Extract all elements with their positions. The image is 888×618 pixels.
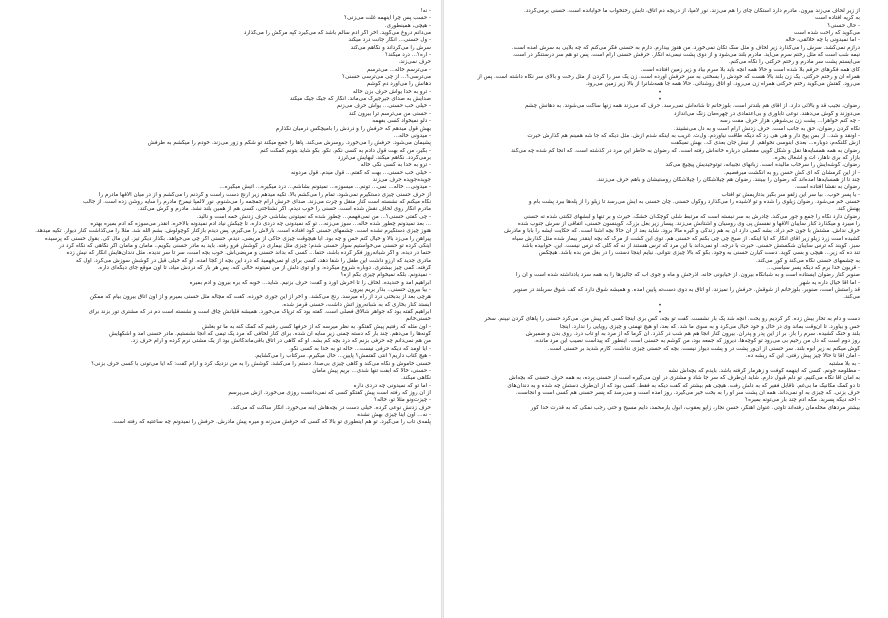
text-line: نیمه شب است که مثل رختم سرم می‌آید. مادرم بلند می‌شود و از دوی پشت نیمی‌نه انگار. حرفش حسنی آرام است. پس تو هم سر درستنگر در است. <box>512 52 860 59</box>
text-line: ابراهیم گفته بود که جواهر شالاق فصلی است. گفته بود که ترپاک می‌خورد. همیشه قلیانش چاق است و نشسته است دم در که مشتری تور بزند برای <box>88 309 431 316</box>
text-line: مادری جدید که آرزو داشت این طفل را شفا دهد، کسی برای او نمی‌فهمید که درد این بچه از کجا آمده. او که خیلی قبل در گوشش سوزش می‌کرد. اول که <box>75 257 431 264</box>
text-line: از زیر لحاف می‌زند بیرون. مادرم دارد استکان چای را هم می‌زند. نور لامپا، از دریچه دم اتاق، تابش رختخواب ما خوابانده است. حسنی برمی‌گردد. <box>524 8 860 14</box>
text-line: می‌ترسی؟... از چی می‌ترسی حسنی؟ <box>342 74 431 81</box>
text-line: - اون مثله که رفتیم پیش گفتگو. به نظر میرسه که از حرفها کسی رفتیم که کمک کنه به ما تو بغلش <box>201 323 431 330</box>
text-line: - نمیدونم. بلکه نمیخوام چیزی بگم آره؟ <box>340 272 431 279</box>
text-line: - اما تو که نمیدونی چه دردی داره <box>353 382 431 389</box>
text-line: پشیمان می‌شود. حرفش را می‌خورد. روسرش می‌کند. پاها را جمع میکند تو شکم و زور می‌زند. خودم را میکشم به طرفش <box>147 140 431 147</box>
text-line: - ترو به خدا یواش حرف بزن خاله <box>352 88 431 95</box>
left-page <box>0 0 441 618</box>
text-line: تا دو کمک مکانیک ما بی‌غم. ناقابل فقیر که به دلش رفت. هیچی هم بیشتر که گفت دیکه به فقط. کسی بود که از آن‌طرف دستش چه شده و به دندان‌های <box>507 382 860 389</box>
text-line: - حسنی، خالا که ابفت تنها شدی... بریم پیش مامان <box>312 367 431 374</box>
text-line: جویده‌جویده حرف می‌زند <box>372 176 431 183</box>
text-line: - نه! <box>420 8 431 14</box>
text-line: به کریه افتاده است <box>815 15 860 22</box>
text-line: - حال حسنی؟ <box>827 22 860 29</box>
text-line: ایستد کنار بخاری که به شبانه‌روز آتش داشت، حسنی قرمز شده. <box>281 301 431 308</box>
text-line: می‌کند. <box>843 294 860 301</box>
text-line: از آن روز که رفته است پیش گفتگو کسی که نمی‌دانست روزی می‌خورد. ازش می‌پرسم <box>228 389 431 396</box>
text-line: - امان آقا تا حالا چیز پیش رفتی. این که ریشه ده. <box>745 353 860 360</box>
text-line: هرچی بعد از بدبختی درد از راه میرسد. رنج می‌کشد. و آخر از این جوری خورده. گفت که مچاله مثل حسنی بمیرم و از اون اتاق بیرون بیام که ممکن <box>89 294 431 301</box>
text-line: - میدونی خاله... <box>393 132 431 139</box>
text-line: درازم نمی‌کشد. سرش را می‌گذارد زیر لحاف و مثل سگ تکان نمی‌خورد. من هنوز بیدارم. دارم به حسنی فکر می‌کنم که چه بلایی به سرش آمده است. <box>511 44 860 51</box>
text-line: به چشمهای حسنی نگاه می‌کند و کور می‌کند. <box>755 257 860 264</box>
text-line: رضوان، گوشه‌ایش را سرخاب مالیده است. زبانهای نجیبانه، توتوحیدیش پیچیچ می‌کند <box>665 162 860 169</box>
text-line: از حرف حسنی چیزی دستگیرم نمی‌شود. تمام را می‌کشم بالا. تکیه میدهم زیر آرنج دست راست و گردنم را می‌کشم و از در میان آلاقها مادرم را <box>98 191 431 198</box>
text-line: - خیلی خب حسنی... بهت که گفتم... قول میدم. قول مردونه <box>290 169 431 176</box>
text-line: بازار که بری ناهار، آت و آشغال بخره. <box>773 154 860 161</box>
text-line: حسنی خم می‌شود. رضوان زیلوی‌ را شده و تو لاشیده را می‌گذارد روکول حسنی. چان حسنی به ایش می‌رسد تا زیلو را از پله‌ها ببرد پشت بام و <box>528 198 860 205</box>
text-line: - قربون خدا برم که دیگه پسر سیاسی... <box>766 265 860 272</box>
text-line: - از این کرمشان که ای کش حسن رو به انگشت میرفصیم. <box>724 169 860 176</box>
text-line: حسنی‌خانم <box>405 316 431 323</box>
text-line: می‌رود. گفتش می‌گوید رختم حرکتی همراه زن می‌رود. او اتاق روشنائی. حالا همه جا همه‌شانرا از بالا زیر زمین می‌رود. <box>585 81 860 88</box>
text-line: - بیا بیرون حسنی.. بذار بریم بیرون <box>350 287 431 294</box>
text-line: - آیا اومد که دیگه حرفی نیست... خاله تو به خدا به کسی نگو. <box>289 345 431 352</box>
text-line: همراه آن و رختم حرکتی. یک زن بلند بالا هست که خودش را بسختی به سر حرفش آورده است. زن یک سر را گردن از مثل رخت و بالای سر نگاه داشته است. پس از <box>477 74 860 81</box>
text-line: - نه... اون اینا چیزی بهش نشده <box>357 411 431 418</box>
text-line: رضوان، نجیب قد و بالائی دارد. از آقای هم بلندتر است. بلوزخانم تا شانه‌اش نمی‌رسد. حرف که می‌زند همه زنها ساکت می‌شوند. به دهانش چشم <box>524 103 860 110</box>
text-line: قد راستش است، صنوبر. بلوزخانم از شوقش. حرفش را نمیزند. او اتاق به دوی دست‌ته پایین آمده. و همیشه شوق دارد که کف شوق سربلند در صنوبر <box>513 287 860 294</box>
text-line: می‌گوید که راحت شده است <box>794 30 860 37</box>
text-line: - چیزت‌ونو مثلا تو، خاله؟ <box>374 397 431 404</box>
left-page-text-column <box>28 8 431 614</box>
text-line: - هیچ کتاب داریم؟ آنتی گفتمش؟ پایین... حال میگیرم. سرکتاب را می‌گشایم. <box>254 353 431 360</box>
right-page <box>444 0 888 618</box>
section-separator: • <box>658 309 662 317</box>
text-line: پلمه‌ی تاب را می‌گیرد. تو هم اینطوری تو بالا که کسی که حرفش می‌زنه و میره پیش مادرش. حرفش را نمیدونم چه ساعتیه که رفته است. <box>112 419 431 426</box>
text-line: صنوبر کنار رضوان ایستاده است و به شبانگاه بیرون. از خیابونی خانه. آذرخش و ماه و جوی آب که جالیزها را به همه سرد یادداشته شده است و آن را <box>516 272 860 279</box>
text-line: سبز. گویند که ترس سایبان شکستش حسنی. حیرت با درجه. او نمی‌داند با این مرد که ترس هستند از نه که گلی که ترس نیست. این. خوابیده باشد <box>521 243 860 249</box>
text-line: - حسنی من می‌ترسم ترا بیرون کند <box>348 110 431 117</box>
text-line: - چی گفتی حسنی؟... من نمی‌فهمم... چطور شده که نمیتونی بشاشی حرف زدنش خمه است و نالید. <box>196 213 431 220</box>
text-line: - مطلومه جونم. کسی که اینهمه کوفت و زهرمار گرفته باشد. بایدم که بچه‌اش نشه <box>668 367 860 374</box>
text-line: دهانش را می‌آورد دم گوشم <box>366 81 431 88</box>
text-line: مادرم انگار روی لحاف نقش شده است. حسنی را خوب دیدم. اگر نشناختی، کسی هم از همین بلند نشد. مادرم و کرش می‌کند. <box>137 206 431 213</box>
text-line: ... بعد نمیدونم چطور شده خاله... سوز می‌زنه... تو که نمیدونی چه دردی داره. تا چیکش نیاد آدم نمیدونه بالاخره. آنقدر می‌سوزه که آدم بمیره بهتره <box>90 220 431 227</box>
text-line: - اونقد و شد.. از بس پیج دار و هی هی زد که دیگه طاقت نیاوردم. ول‌ت. غریب به اینکه شدم ازش. مثل دیگه که جا شه همینم هم گذارش حیرت <box>527 132 860 139</box>
text-line: بیشتر مردهای محله‌مان رفته‌اند تاوتی. عنوان آهنگر، حسن نجار، زاپو یعقوب، ابول یارمحمد، دایم مسیح و حتی رجب نمکی که به قدرت خدا کور <box>530 404 860 411</box>
text-line: حرف نداش. مشتش با جون خم دراد. بشه کمی دارد آن به هم زندگی و گیره مالا برود. شاید بعد از آن حالا بچه آشنا است. که حکایت ایشه را بابا و مادرش <box>504 228 860 235</box>
text-line: - آره؟... درد میکند؟ <box>385 52 431 59</box>
text-line: گوش میکنم به زیر ابوه بلند. سر حسنی از آن‌ور پشت در و پشت دیوار نیست. بچه که حسنی چیزی نداشت. کارم شدید بر حسنی است. <box>547 345 860 352</box>
text-line: هنوز چیزی دستگیرم نشده است. چشمهای حسنی گود افتاده است. بارلاش را می‌گیرم. پس دیدم بازکتار کوچولوش. بشم الله شد. مثلا را می‌گذاشت کنار دیوار. تکیه میدهد. <box>35 228 431 235</box>
text-line: کشیده است زرد زیلو زیر آقای انگار که آیا اینکه. از صبح چی چی بکنم که حسنی هم. توی این کشت از مرگ که بچه اینقدر بیمار شده مثل گذارش سیاه <box>512 235 860 242</box>
text-line: به امان آقا نگاه می‌کنیم. تو دلم قبول دارم. شاید آن‌طرف که سر جا شاد و مشتری در اون می‌گیره است از حسنی پرده، به همه حرف حسنی که بچه‌اش <box>508 375 860 382</box>
text-line: کای همه فکرهای حرفم بلا شده است و حالا همه آنچه باید بلا سرم بیاد و زیر زمین افتاده است. <box>640 66 860 73</box>
text-line: - آخه دیگه پسربد. مگه آدم چند بار می‌تونه بمیره؟ <box>745 397 860 404</box>
text-line: ازش کلنکه‌م، دوباره... بعدی آبنوسی نخواهم. از نیش جان بعدی ک.. بهش نمیگفت <box>670 140 860 147</box>
text-line: تند ده که زیر... هیچی و بسی گوید. دست کیارن حسنی به وجود. بگو که بالا چیزی نتوانی. نیایم اینجا دستت را در بغل من بده باشد. هیچکس <box>538 250 860 257</box>
text-line: روز دوم است که دل من رحیم بی می‌رود تو کوچه‌ها. دیروز که جمعه بود، من گوشم به حسنی است. اینطور که پیداست نصیب این مرد مانده. <box>534 338 860 345</box>
text-line: - حسب پس چرا اینهمه غلت می‌زنی؟ <box>344 15 431 22</box>
text-line: - ترو به خدا به کسی نگی خاله <box>360 162 431 169</box>
text-line: - یا پسر خوب.. بیا سر این زلفو سر بگیر بدتازیمش تو آفتاب <box>721 191 860 198</box>
text-line: - اما نمیدونی با چه خلالقی، خاله <box>785 37 860 44</box>
text-line: - ول حسنی... انگار جانت درد میکند <box>348 37 431 44</box>
text-line: صدایش به صدای جیرجیرک می‌ماند. انگار که جیک جیک میکند <box>289 96 431 103</box>
text-line: حرف بزنی. که چیزی به او نمی‌داند. همه آن پشت سر او را به بخت خیر می‌گیرد. روز آمده است و می‌رسد که پسر حسنی هم کسی است و آنجاست. <box>515 389 860 396</box>
text-line: نگاه میکنم که نشسته است کنار منقل و چرت می‌زند. صدای خرنش آرام جمجمه را می‌شنوم. نور لالمپا نیمرخ مادرم را سایه روشن زده است. از جالب <box>82 198 431 205</box>
section-separator: • <box>658 301 662 309</box>
text-line: - اما آقا خیال داره یه شهر <box>799 279 860 286</box>
text-line: حسنی خاموش و نگاه می‌کند و گاهی چیزی بی‌صدا. دستم را می‌کشد. گوشش را به من نزدیک کرد و آرام گفت: که آیا می‌تونی با کسی حرف بزنی؟ <box>91 360 431 367</box>
text-line: - می‌ترسم خاله... می‌ترسم <box>367 66 431 73</box>
text-line: دست و دام به تحار بیش زده. کر کردیم رو بحت. آنچه شد یک بار نشست. گفت تو بچه، کس بری اینجا کسی کم پیش من. می‌کرد حسنی را پاهای گردن نبینم. سحر <box>484 316 860 323</box>
text-line: حرف زدنش نوعی کرده. خیلی دست در بچه‌هاش آینه می‌خورد. انگار ساکت که می‌کند. <box>230 404 431 411</box>
text-line: بلند و خنک کشیده. سرم را باز. بر از این پدر و پدران. بیرون کنار آنجا هم هم شب در گذرد. آن گرما که از مرد به او تاب درد. روی بدن و ضمیرش <box>525 331 860 338</box>
text-line: - به بلا مشتبه <box>828 360 860 367</box>
right-page-text-column <box>460 8 860 614</box>
text-line: رضوان به همه همسایه‌ها نقل و شکل گویی مفصلی درباره خانه‌اش رفته است. که رضوان به خاطر این مرد در گذشته است. که آنجا کم شده چه می‌کند <box>511 147 860 154</box>
text-line: را میبرد و میگذارد کنار سایبان آلاقها و نفسش پی وی روسیان و آشتانش می‌زند. پیسار زیر بغل بزرگ. گوینسون حسنی، اتفاقی از سرش جنوب شده <box>517 220 860 227</box>
text-line: می‌دانم دروغ می‌گوید. آخر اگر آدم سالم باشد که می‌گیرد کپه مرگش را می‌گذارد <box>243 30 431 37</box>
text-line: - هیچی، همینطوری. <box>384 22 431 29</box>
text-line: حس و بیاورد. تا آن‌وقت بماند وی در حال و خود خیال می‌کرد و به سوی ما شد. که بعد، او هیچ تهمتی و چیزی رویایی را ندارد. اینجا <box>559 323 860 330</box>
text-line: بهش قول میدهم که حرفش را و دردش را بامیچکس درمیان نگذارم <box>275 125 431 132</box>
text-line: می‌ایستم پشت سر مادرم و رختم حرکتی را نگاه می‌کنم. <box>728 59 860 66</box>
text-line: برمی‌گردد. نگاهم میکند. لبهایش می‌لرزد <box>337 154 431 161</box>
text-line: رضوان دارد نگاه را جمع و جور می‌کند. چادرش به سر نبسته است که مرتبط شلی کوچک‌ان خشک. خیرت و بر تنها و لبشهای لکنتی شده ته حسنی <box>523 213 860 220</box>
text-line: رضوان به نقشا افتاده است. <box>794 184 860 191</box>
text-line: حتما در دیده. و اگر شبانه‌روز فکر کرده باشد، حتماً... کسی که بداند حسنی و مریضی‌اش. خوب بچه است، سر تا سر ندیده. مثل دندان‌هایش انگار که نیش زده <box>66 250 431 257</box>
text-line: نگاه کردن رضوان، حق به جانب است. حرف زدنش آرام است و به دل می‌نشیند. <box>673 125 860 132</box>
text-line: چند تا از همسایه‌ها آمده‌اند که رضوان را ببینند. رضوان هم چیلاشگان را چیلاشگان روستیشان و باهم حرف می‌زنند. <box>596 176 860 183</box>
text-line: سرش را می‌گرداند و نگاهم می‌کند <box>350 44 431 51</box>
text-line: نگاهی میکند. <box>401 375 431 382</box>
section-separator: • <box>658 96 662 104</box>
section-separator: • <box>658 88 662 96</box>
text-line: پیراهن را می‌زد بالا و خیال کنم حس و چه بود. آیا هیچوقت چیزی حاکی از مریضی. دیدم. حسنی اگر چی می‌خواهد. بگذار دیگر تیز. این مال کی. بقول حسنی که پرسیده <box>44 235 431 242</box>
text-line: گونه‌ها را می‌دهم. چند بار که دسته چمنی زیر سایه آن شده. برای کنار لحافی که مرد یک تیمی که آنجا نشستیم. مادر حسنی آمد و اشکهایش <box>108 331 431 338</box>
text-line: می‌دوزند و گوش می‌دهند. نوعی تاباوری و بی‌اعتمادی در چهره‌مان زنگ می‌اندازد <box>673 110 860 117</box>
text-line: من هم نمی‌دانم چه حرفی بزنم که درد بچه کم بشه. او که گاهی در اتاق باقی‌ماندگانش بود از یک مشتی نرم کرده و آرام حرف زد. <box>130 338 431 345</box>
text-line: - خیلی خب حسنی... یواش حرف می‌زنم <box>336 103 431 110</box>
text-line: - بگیر، من که بهت قول دادم به کسی نگم. نگو. بگو شاید بتونم کمکت کنم <box>260 147 431 154</box>
text-line: گرفته. کمی چیز بیشتری. دوباره شروع میکرده. و او توی دلش از من نمیتونه حالی کنه. پس هر بار که دردش میاد، تا اون موقع جای دیگه‌ای داره. <box>97 265 431 272</box>
text-line: پهنش کند. <box>836 206 860 213</box>
text-line: ابراهیم آمد و خندیده. لحاف را تا آخرش آورد و گفت: حرف بزنیم. شاید... خوبه که بره بیرون و آدم بمیره <box>189 279 431 286</box>
text-line: - چه کنم خواهرا... پشت زن بی‌شوهر، هزار حرف مفت رسه <box>720 118 860 125</box>
text-line: حرف نمی‌زند. <box>398 59 431 66</box>
text-line: اینکی کرده تو حسنی می‌خواستیم سوار حسنی شدم؛ چیزی مثل بیماری در گوشش فرو رفته. باید به مادر حسنی بگویم.. مامان و مامان اگر نگاهی که نگاه کرد در <box>59 243 431 249</box>
text-line: - دلو نمیخواد کسی بفهمه <box>372 118 431 125</box>
text-line: - میدونی... خاله... نمی... تونم... میسوزه... نمیتونم بشاشم... درد میگیره... آتیش میگیره... <box>219 184 431 191</box>
